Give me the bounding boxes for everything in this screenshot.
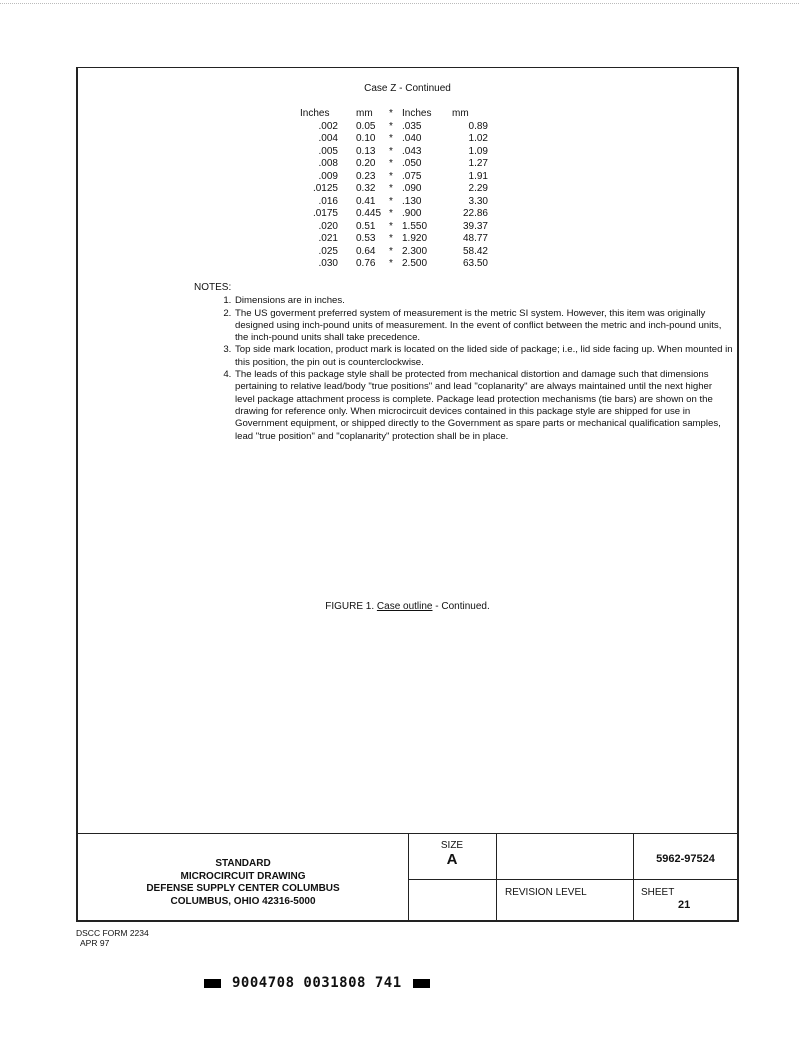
cell-inches-2: 1.550 [402,220,428,232]
table-row [300,208,488,221]
table-row [300,158,488,171]
figure-caption-suffix: - Continued. [432,601,490,612]
barcode-text: 9004708 0031808 741 [232,975,402,991]
title-block [78,833,737,922]
table-row [300,171,488,184]
title-block-hdivider [408,879,737,880]
barcode-strip [204,975,430,991]
cell-star: * [389,208,393,219]
cell-mm-2: 1.09 [468,145,488,157]
cell-mm: 0.64 [356,245,376,257]
cell-inches-2: .050 [402,158,422,169]
notes-heading: NOTES: [194,282,232,293]
form-id-line2: APR 97 [80,938,110,948]
cell-inches: .016 [318,195,338,207]
note-item: 4. The leads of this package style shall be protected from mechanical distortion and damage such that dimensions pertaining to relative lead/body "true positions" and lead "coplanarity" are always maintained until the next higher level package attachment process is complete. Package lead protection mechanisms (tie bars) are shown on the drawing for reference only. When microcircuit devices contained in this package style are shipped for use in Government equipment, or shipped directly to the Government as spare parts or mechanical qualification samples, lead "true position" and "coplanarity" protection shall be in place. [234,369,734,443]
cell-inches: .002 [318,120,338,132]
cell-mm-2: 39.37 [462,220,488,232]
table-row [300,146,488,159]
cell-star: * [389,158,393,169]
revision-level-label: REVISION LEVEL [505,887,587,898]
cell-star: * [389,245,393,257]
cell-mm-2: 1.91 [468,170,488,182]
barcode-block-right [413,979,430,988]
table-row [300,246,488,259]
table-row [300,233,488,246]
header-mm: mm [356,108,373,119]
cell-inches: .025 [318,245,338,257]
cell-inches: .030 [318,258,338,269]
form-id-line1: DSCC FORM 2234 [76,928,149,938]
notes-section [194,282,734,443]
figure-caption [78,601,737,612]
form-identifier [76,928,149,948]
cell-star: * [389,183,393,194]
cell-mm: 0.05 [356,120,376,132]
cell-mm-2: 2.29 [468,183,488,194]
barcode-block-left [204,979,221,988]
note-item: 2. The US goverment preferred system of measurement is the metric SI system. However, this item was originally designed using inch-pound units of measurement. In the event of conflict between the metric and inch-pound units, the inch-pound units shall take precedence. [234,308,734,345]
organization-block [78,858,408,908]
cell-inches-2: 2.500 [402,258,428,269]
size-label: SIZE [440,840,464,851]
cell-mm: 0.76 [356,258,376,269]
table-row [300,221,488,234]
cell-star: * [389,133,393,144]
sheet-number: 21 [678,899,691,911]
document-number: 5962-97524 [656,853,715,865]
cell-inches: .021 [318,233,338,244]
org-line: COLUMBUS, OHIO 42316-5000 [170,895,316,907]
org-line: MICROCIRCUIT DRAWING [180,870,306,882]
cell-inches-2: 1.920 [402,233,428,244]
org-line: STANDARD [215,858,271,869]
table-header-row [300,108,488,121]
cell-inches-2: .035 [402,120,422,132]
cell-star: * [389,258,393,269]
title-block-divider [633,834,634,922]
cell-inches: .005 [318,145,338,157]
cell-inches-2: .075 [402,170,422,182]
cell-mm-2: 22.86 [462,208,488,219]
cell-mm-2: 0.89 [468,120,488,132]
table-row [300,183,488,196]
cell-mm-2: 48.77 [462,233,488,244]
figure-caption-prefix: FIGURE 1. [325,601,377,612]
cell-mm: 0.10 [356,133,376,144]
table-row [300,258,488,271]
table-row [300,196,488,209]
cell-star: * [389,233,393,244]
title-block-divider [496,834,497,922]
figure-caption-link-text: Case outline [376,601,433,612]
cell-inches: .020 [318,220,338,232]
notes-list [194,295,734,443]
cell-star: * [389,220,393,232]
note-item: 3. Top side mark location, product mark is located on the lided side of package; i.e., lid side facing up. When mounted in this position, the pin out is counterclockwise. [234,344,734,369]
cell-inches: .0125 [312,183,338,194]
cell-inches: .0175 [312,208,338,219]
header-mm-2: mm [452,108,469,119]
cell-mm: 0.23 [356,170,376,182]
cell-inches: .009 [318,170,338,182]
header-star: * [389,108,393,119]
table-row [300,133,488,146]
cell-star: * [389,170,393,182]
cell-mm-2: 3.30 [468,195,488,207]
case-title: Case Z - Continued [364,83,451,94]
cell-mm: 0.51 [356,220,376,232]
cell-mm-2: 63.50 [462,258,488,269]
cell-mm: 0.13 [356,145,376,157]
scan-edge-line [0,3,799,4]
table-body [300,121,488,271]
cell-inches-2: .130 [402,195,422,207]
org-line: DEFENSE SUPPLY CENTER COLUMBUS [146,883,340,894]
header-inches-2: Inches [402,108,432,119]
table-row [300,121,488,134]
conversion-table [300,108,488,271]
cell-inches-2: 2.300 [402,245,428,257]
cell-star: * [389,145,393,157]
cell-inches-2: .900 [402,208,422,219]
cell-mm: 0.53 [356,233,376,244]
cell-mm: 0.41 [356,195,376,207]
note-item: 1. Dimensions are in inches. [234,295,734,307]
cell-star: * [389,120,393,132]
cell-mm: 0.32 [356,183,376,194]
cell-mm: 0.20 [356,158,376,169]
header-inches: Inches [300,108,330,119]
cell-inches: .004 [318,133,338,144]
cell-mm: 0.445 [356,208,382,219]
cell-inches-2: .043 [402,145,422,157]
drawing-frame [76,67,739,922]
cell-mm-2: 1.27 [468,158,488,169]
size-value: A [446,851,458,868]
cell-inches-2: .090 [402,183,422,194]
cell-inches: .008 [318,158,338,169]
sheet-label: SHEET [641,887,675,898]
cell-inches-2: .040 [402,133,422,144]
cell-mm-2: 1.02 [468,133,488,144]
cell-star: * [389,195,393,207]
cell-mm-2: 58.42 [462,245,488,257]
